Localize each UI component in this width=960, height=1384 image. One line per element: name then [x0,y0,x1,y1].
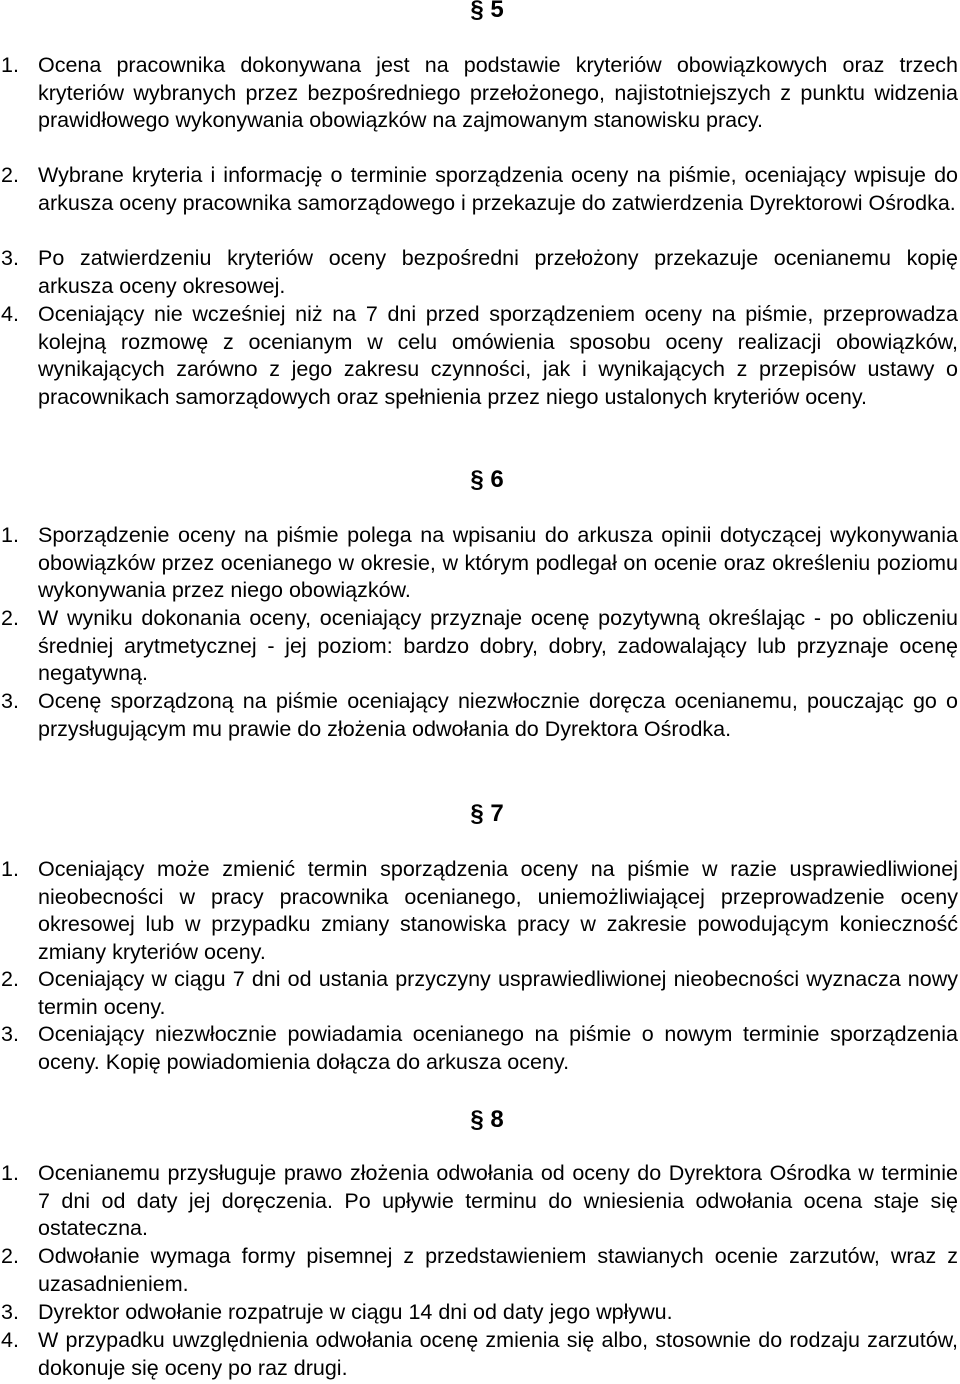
list-item [0,1243,960,1298]
item-number: 2. [1,606,19,630]
item-text: Oceniający w ciągu 7 dni od ustania przyczyny usprawiedliwionej nieobecności wyznacza nowy termin oceny. [38,967,958,1019]
section-heading-7: § 7 [470,800,504,827]
item-text: Ocena pracownika dokonywana jest na podstawie kryteriów obowiązkowych oraz trzech kryteriów wybranych przez bezpośredniego przełożonego, najistotniejszych z punktu widzenia prawidłowego wykonywania obowiązków na zajmowanym stanowisku pracy. [38,53,958,133]
list-item [0,162,960,217]
item-number: 2. [1,163,19,187]
item-number: 2. [1,1244,19,1268]
list-item [0,522,960,605]
list-item [0,301,960,411]
list-item [0,1021,960,1076]
item-number: 3. [1,1022,19,1046]
item-number: 4. [1,302,19,326]
item-text: W wyniku dokonania oceny, oceniający przyznaje ocenę pozytywną określając - po obliczeniu średniej arytmetycznej - jej poziom: bardzo dobry, dobry, zadowalający lub przyznaje ocenę negatywną. [38,606,958,686]
item-number: 1. [1,53,19,77]
list-item [0,1299,960,1327]
item-text: W przypadku uwzględnienia odwołania ocenę zmienia się albo, stosownie do rodzaju zarzutów, dokonuje się oceny po raz drugi. [38,1328,958,1380]
list-item [0,245,960,300]
item-number: 1. [1,857,19,881]
item-text: Oceniający niezwłocznie powiadamia ocenianego na piśmie o nowym terminie sporządzenia oceny. Kopię powiadomienia dołącza do arkusza oceny. [38,1022,958,1074]
list-item [0,1160,960,1243]
item-text: Ocenianemu przysługuje prawo złożenia odwołania od oceny do Dyrektora Ośrodka w terminie 7 dni od daty jej doręczenia. Po upływie terminu do wniesienia odwołania ocena staje się ostateczna. [38,1161,958,1241]
item-text: Oceniający nie wcześniej niż na 7 dni przed sporządzeniem oceny na piśmie, przeprowadza kolejną rozmowę z ocenianym w celu omówienia sposobu oceny realizacji obowiązków, wynikających zarówno z jego zakresu czynności, jak i wynikających z przepisów ustawy o pracownikach samorządowych oraz spełnienia przez niego ustalonych kryteriów oceny. [38,302,958,409]
item-text: Sporządzenie oceny na piśmie polega na wpisaniu do arkusza opinii dotyczącej wykonywania obowiązków przez ocenianego w okresie, w którym podlegał on ocenie oraz określeniu poziomu wykonywania przez niego obowiązków. [38,523,958,603]
item-number: 1. [1,1161,19,1185]
item-number: 3. [1,1300,19,1324]
list-item [0,688,960,743]
item-text: Wybrane kryteria i informację o terminie sporządzenia oceny na piśmie, oceniający wpisuje do arkusza oceny pracownika samorządowego i przekazuje do zatwierdzenia Dyrektorowi Ośrodka. [38,163,958,215]
section-heading-8: § 8 [470,1106,504,1133]
section-heading-6: § 6 [470,466,504,493]
item-text: Odwołanie wymaga formy pisemnej z przedstawieniem stawianych ocenie zarzutów, wraz z uzasadnieniem. [38,1244,958,1296]
item-number: 2. [1,967,19,991]
item-number: 4. [1,1328,19,1352]
list-item [0,856,960,966]
item-number: 3. [1,246,19,270]
section-heading-5: § 5 [470,0,504,23]
list-item [0,605,960,688]
item-number: 1. [1,523,19,547]
item-number: 3. [1,689,19,713]
list-item [0,52,960,135]
item-text: Po zatwierdzeniu kryteriów oceny bezpośredni przełożony przekazuje ocenianemu kopię arkusza oceny okresowej. [38,246,958,298]
item-text: Dyrektor odwołanie rozpatruje w ciągu 14 dni od daty jego wpływu. [38,1300,673,1324]
item-text: Oceniający może zmienić termin sporządzenia oceny na piśmie w razie usprawiedliwionej nieobecności w pracy pracownika ocenianego, uniemożliwiającej przeprowadzenie oceny okresowej lub w przypadku zmiany stanowiska pracy w zakresie powodującym konieczność zmiany kryteriów oceny. [38,857,958,964]
list-item [0,1327,960,1382]
list-item [0,966,960,1021]
item-text: Ocenę sporządzoną na piśmie oceniający niezwłocznie doręcza ocenianemu, pouczając go o przysługującym mu prawie do złożenia odwołania do Dyrektora Ośrodka. [38,689,958,741]
